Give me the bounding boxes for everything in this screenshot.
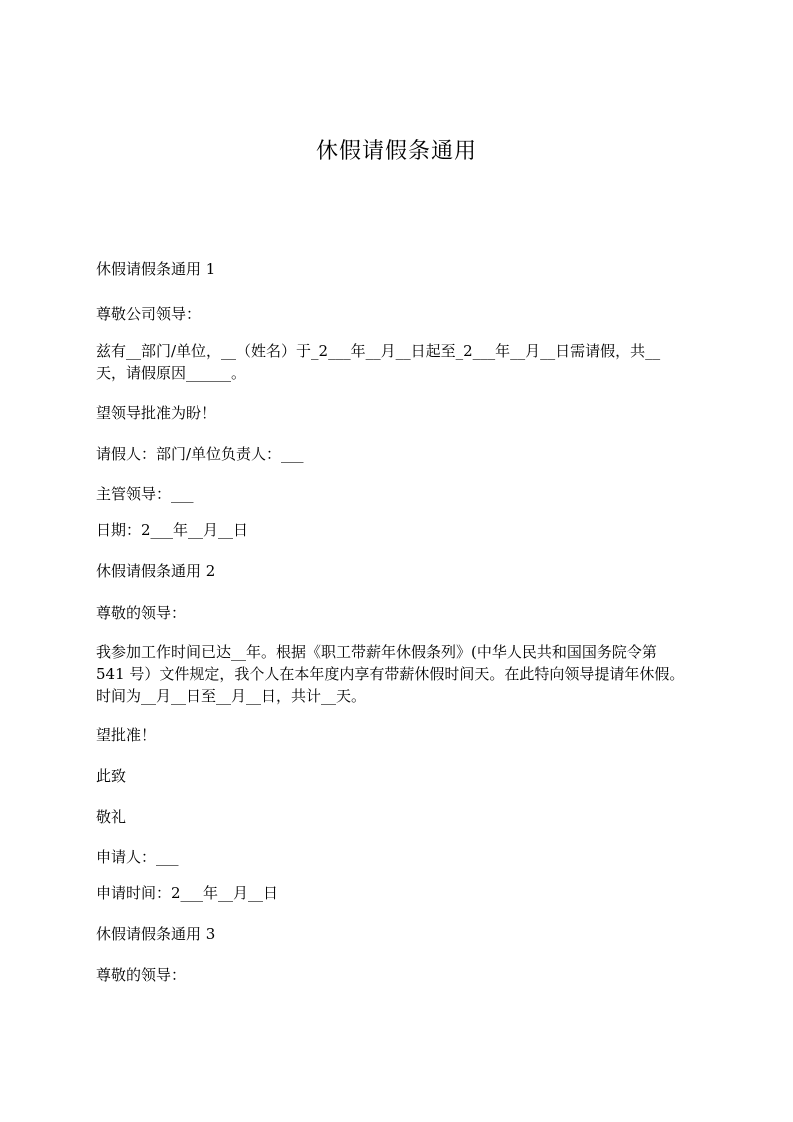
section-2-closing-2: 敬礼 [96, 808, 127, 826]
section-1-date: 日期：2___年__月__日 [96, 521, 249, 539]
section-2-request: 望批准！ [96, 726, 157, 744]
section-2-applicant: 申请人：___ [96, 848, 179, 866]
section-2-heading: 休假请假条通用 2 [96, 562, 216, 580]
section-2-body-line-1: 我参加工作时间已达__年。根据《职工带薪年休假条列》(中华人民共和国国务院令第 [96, 643, 657, 661]
section-2-date: 申请时间：2___年__月__日 [96, 884, 279, 902]
section-1-body [96, 340, 716, 384]
document-title: 休假请假条通用 [315, 139, 477, 164]
section-1-supervisor: 主管领导：___ [96, 485, 194, 503]
section-3-salutation: 尊敬的领导： [96, 966, 187, 984]
section-2-body-line-3: 时间为__月__日至__月__日，共计__天。 [96, 687, 367, 705]
section-3-heading: 休假请假条通用 3 [96, 925, 216, 943]
section-1-salutation: 尊敬公司领导： [96, 305, 202, 323]
section-2-body-line-2: 541 号）文件规定，我个人在本年度内享有带薪休假时间天。在此特向领导提请年休假。 [96, 665, 685, 683]
section-1-applicant: 请假人：部门/单位负责人：___ [96, 445, 304, 463]
section-2-body [96, 641, 716, 707]
section-2-closing-1: 此致 [96, 767, 127, 785]
section-1-body-line-2: 天，请假原因______。 [96, 364, 247, 382]
section-1-heading: 休假请假条通用 1 [96, 260, 216, 278]
section-1-request: 望领导批准为盼！ [96, 404, 217, 422]
section-1-body-line-1: 兹有__部门/单位，__（姓名）于_2___年__月__日起至_2___年__月__日需请假，共__ [96, 342, 661, 360]
section-2-salutation: 尊敬的领导： [96, 604, 187, 622]
